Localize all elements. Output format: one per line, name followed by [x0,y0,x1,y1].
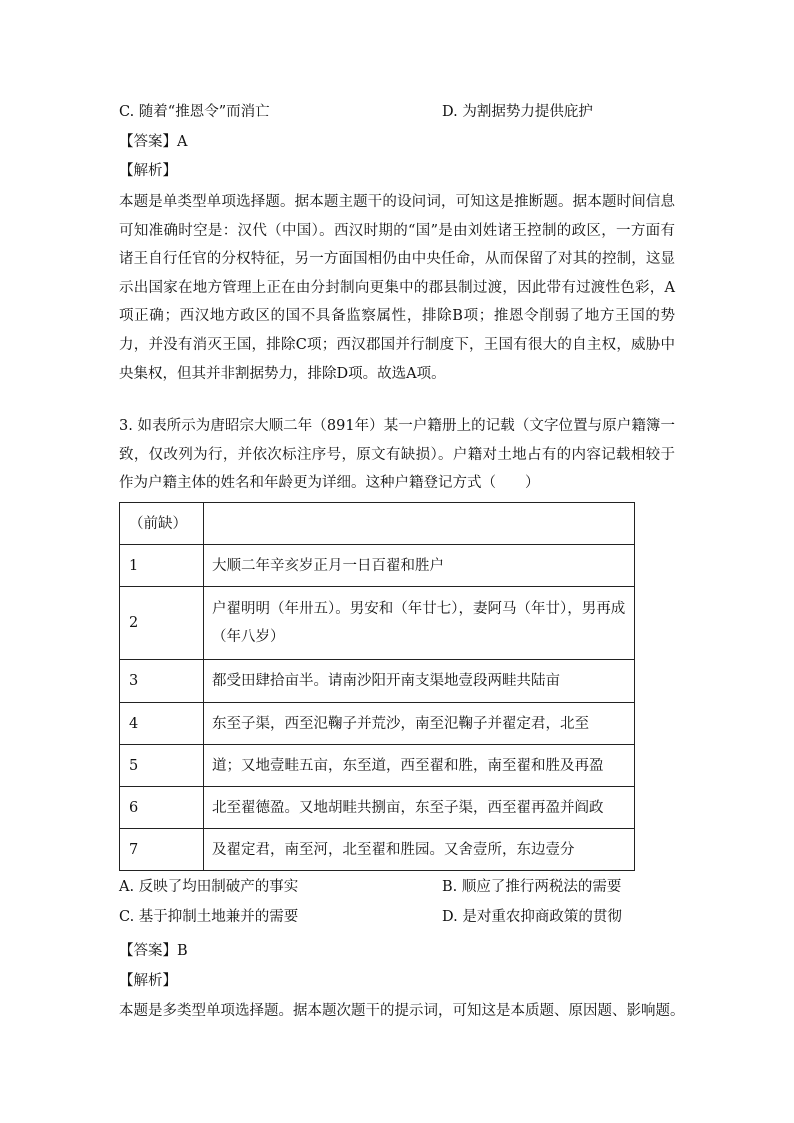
row-number: 3 [120,660,204,703]
table-row [120,545,635,587]
row-text: 东至子渠，西至氾鞠子并荒沙，南至氾鞠子并翟定君，北至 [204,703,635,745]
option-d: D. 是对重农抑商政策的贯彻 [442,909,622,925]
table-header-cell: （前缺） [120,503,204,545]
row-number: 6 [120,787,204,829]
answer-label: 【答案】A [119,134,188,150]
table-cell [204,503,635,545]
row-number: 1 [120,545,204,587]
analysis-label: 【解析】 [119,163,177,179]
analysis-paragraph: 本题是单类型单项选择题。据本题主题干的设问词，可知这是推断题。据本题时间信息可知准确时空是：汉代（中国）。西汉时期的“国”是由刘姓诸王控制的政区，一方面有诸王自行任官的分权特征，另一方面国相仍由中央任命，从而保留了对其的控制，这显示出国家在地方管理上正在由分封制向更集中的郡县制过渡，因此带有过渡性色彩，A项正确；西汉地方政区的国不具备监察属性，排除B项；推恩令削弱了地方王国的势力，并没有消灭王国，排除C项；西汉郡国并行制度下，王国有很大的自主权，威胁中央集权，但其并非割据势力，排除D项。故选A项。 [119,194,675,382]
table-row [120,587,635,660]
row-number: 4 [120,703,204,745]
analysis-first-line: 本题是多类型单项选择题。据本题次题干的提示词，可知这是本质题、原因题、影响题。 [119,1003,685,1019]
option-c: C. 随着“推恩令”而消亡 [119,104,270,120]
analysis-label: 【解析】 [119,973,177,989]
household-register-table [119,502,635,871]
row-number: 2 [120,587,204,660]
option-d: D. 为割据势力提供庇护 [442,104,593,120]
row-text: 都受田肆拾亩半。请南沙阳开南支渠地壹段两畦共陆亩 [204,660,635,703]
table-row [120,503,635,545]
row-text: 户翟明明（年卅五）。男安和（年廿七），妻阿马（年廿），男再成（年八岁） [204,587,635,660]
row-number: 7 [120,829,204,871]
row-text: 及翟定君，南至河，北至翟和胜园。又舍壹所，东边壹分 [204,829,635,871]
table-row [120,660,635,703]
row-text: 道；又地壹畦五亩，东至道，西至翟和胜，南至翟和胜及再盈 [204,745,635,787]
table-row [120,703,635,745]
row-number: 5 [120,745,204,787]
table-row [120,829,635,871]
table-row [120,745,635,787]
question-3-stem: 3. 如表所示为唐昭宗大顺二年（891年）某一户籍册上的记载（文字位置与原户籍簿一致，仅改列为行，并依次标注序号，原文有缺损）。户籍对土地占有的内容记载相较于作为户籍主体的姓名和年龄更为详细。这种户籍登记方式（ ） [119,418,675,492]
table-row [120,787,635,829]
answer-label: 【答案】B [119,943,188,959]
option-b: B. 顺应了推行两税法的需要 [442,879,622,895]
row-text: 北至翟德盈。又地胡畦共捌亩，东至子渠，西至翟再盈并阎政 [204,787,635,829]
option-a: A. 反映了均田制破产的事实 [119,879,299,895]
row-text: 大顺二年辛亥岁正月一日百翟和胜户 [204,545,635,587]
option-c: C. 基于抑制土地兼并的需要 [119,909,299,925]
